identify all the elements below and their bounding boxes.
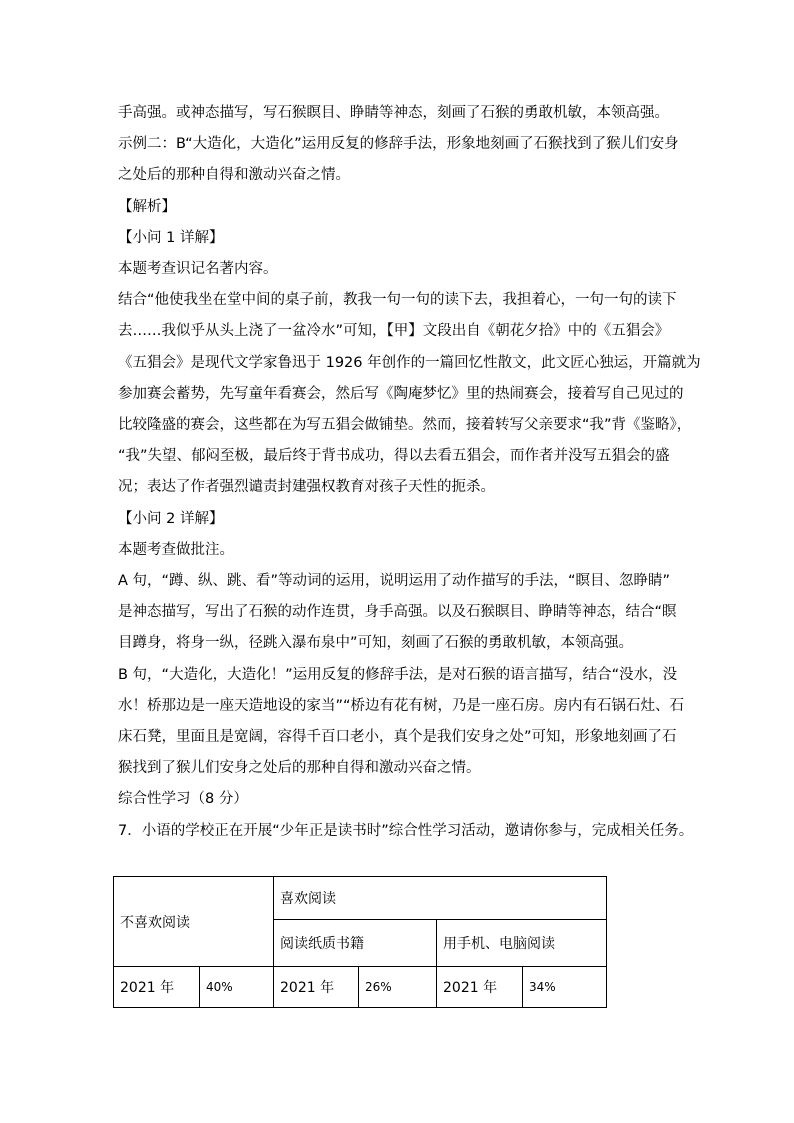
- header-paper: 阅读纸质书籍: [274, 920, 437, 967]
- text-line: 【解析】: [118, 198, 176, 215]
- text-line: B 句，“大造化，大造化！”运用反复的修辞手法，是对石猴的语言描写，结合“没水，没: [118, 666, 678, 683]
- text-line: 是神态描写，写出了石猴的动作连贯，身手高强。以及石猴瞑目、睁睛等神态，结合“瞑: [118, 604, 677, 621]
- text-line: 之处后的那种自得和激动兴奋之情。: [118, 167, 350, 184]
- text-line: 况；表达了作者强烈谴责封建强权教育对孩子天性的扼杀。: [118, 479, 495, 496]
- text-line: 综合性学习（8 分）: [118, 791, 248, 808]
- text-line: “我”失望、郁闷至极，最后终于背书成功，得以去看五猖会，而作者并没写五猖会的盛: [118, 448, 670, 465]
- text-line: 参加赛会蓄势，先写童年看赛会，然后写《陶庵梦忆》里的热闹赛会，接着写自己见过的: [118, 385, 684, 402]
- paper-pct: 26%: [359, 967, 437, 1008]
- text-line: 本题考查做批注。: [118, 541, 234, 558]
- text-line: 《五猖会》是现代文学家鲁迅于 1926 年创作的一篇回忆性散文，此文匠心独运，开篇就为: [118, 354, 701, 371]
- header-not-like: 不喜欢阅读: [114, 877, 274, 967]
- not-like-pct: 40%: [200, 967, 274, 1008]
- text-line: 【小问 1 详解】: [118, 229, 224, 246]
- text-line: 结合“他使我坐在堂中间的桌子前，教我一句一句的读下去，我担着心，一句一句的读下: [118, 292, 677, 309]
- text-line: 去……我似乎从头上浇了一盆冷水”可知，【甲】文段出自《朝花夕拾》中的《五猖会》: [118, 323, 670, 340]
- header-like: 喜欢阅读: [274, 877, 607, 920]
- header-digital: 用手机、电脑阅读: [437, 920, 607, 967]
- text-line: 本题考查识记名著内容。: [118, 261, 278, 277]
- year-cell: 2021 年: [437, 967, 523, 1008]
- text-line: 示例二：B“大造化，大造化”运用反复的修辞手法，形象地刻画了石猴找到了猴儿们安身: [118, 136, 679, 153]
- text-line: 目蹲身，将身一纵，径跳入瀑布泉中”可知，刻画了石猴的勇敢机敏，本领高强。: [118, 635, 634, 652]
- text-line: 猴找到了猴儿们安身之处后的那种自得和激动兴奋之情。: [118, 760, 481, 777]
- text-line: 比较隆盛的赛会，这些都在为写五猖会做铺垫。然而，接着转写父亲要求“我”背《鉴略》，: [118, 417, 692, 433]
- text-line: 7．小语的学校正在开展“少年正是读书时”综合性学习活动，邀请你参与，完成相关任务。: [118, 822, 694, 839]
- text-line: 水！桥那边是一座天造地设的家当”“桥边有花有树，乃是一座石房。房内有石锅石灶、石: [118, 697, 685, 714]
- text-line: A 句，“蹲、纵、跳、看”等动词的运用，说明运用了动作描写的手法，“瞑目、忽睁睛”: [118, 573, 671, 589]
- year-cell: 2021 年: [274, 967, 359, 1008]
- digital-pct: 34%: [523, 967, 607, 1008]
- text-line: 手高强。或神态描写，写石猴瞑目、睁睛等神态，刻画了石猴的勇敢机敏，本领高强。: [118, 105, 669, 121]
- text-line: 床石凳，里面且是宽阔，容得千百口老小，真个是我们安身之处”可知，形象地刻画了石: [118, 729, 677, 745]
- year-cell: 2021 年: [114, 967, 200, 1008]
- text-line: 【小问 2 详解】: [118, 510, 224, 527]
- reading-survey-table: [113, 876, 607, 1008]
